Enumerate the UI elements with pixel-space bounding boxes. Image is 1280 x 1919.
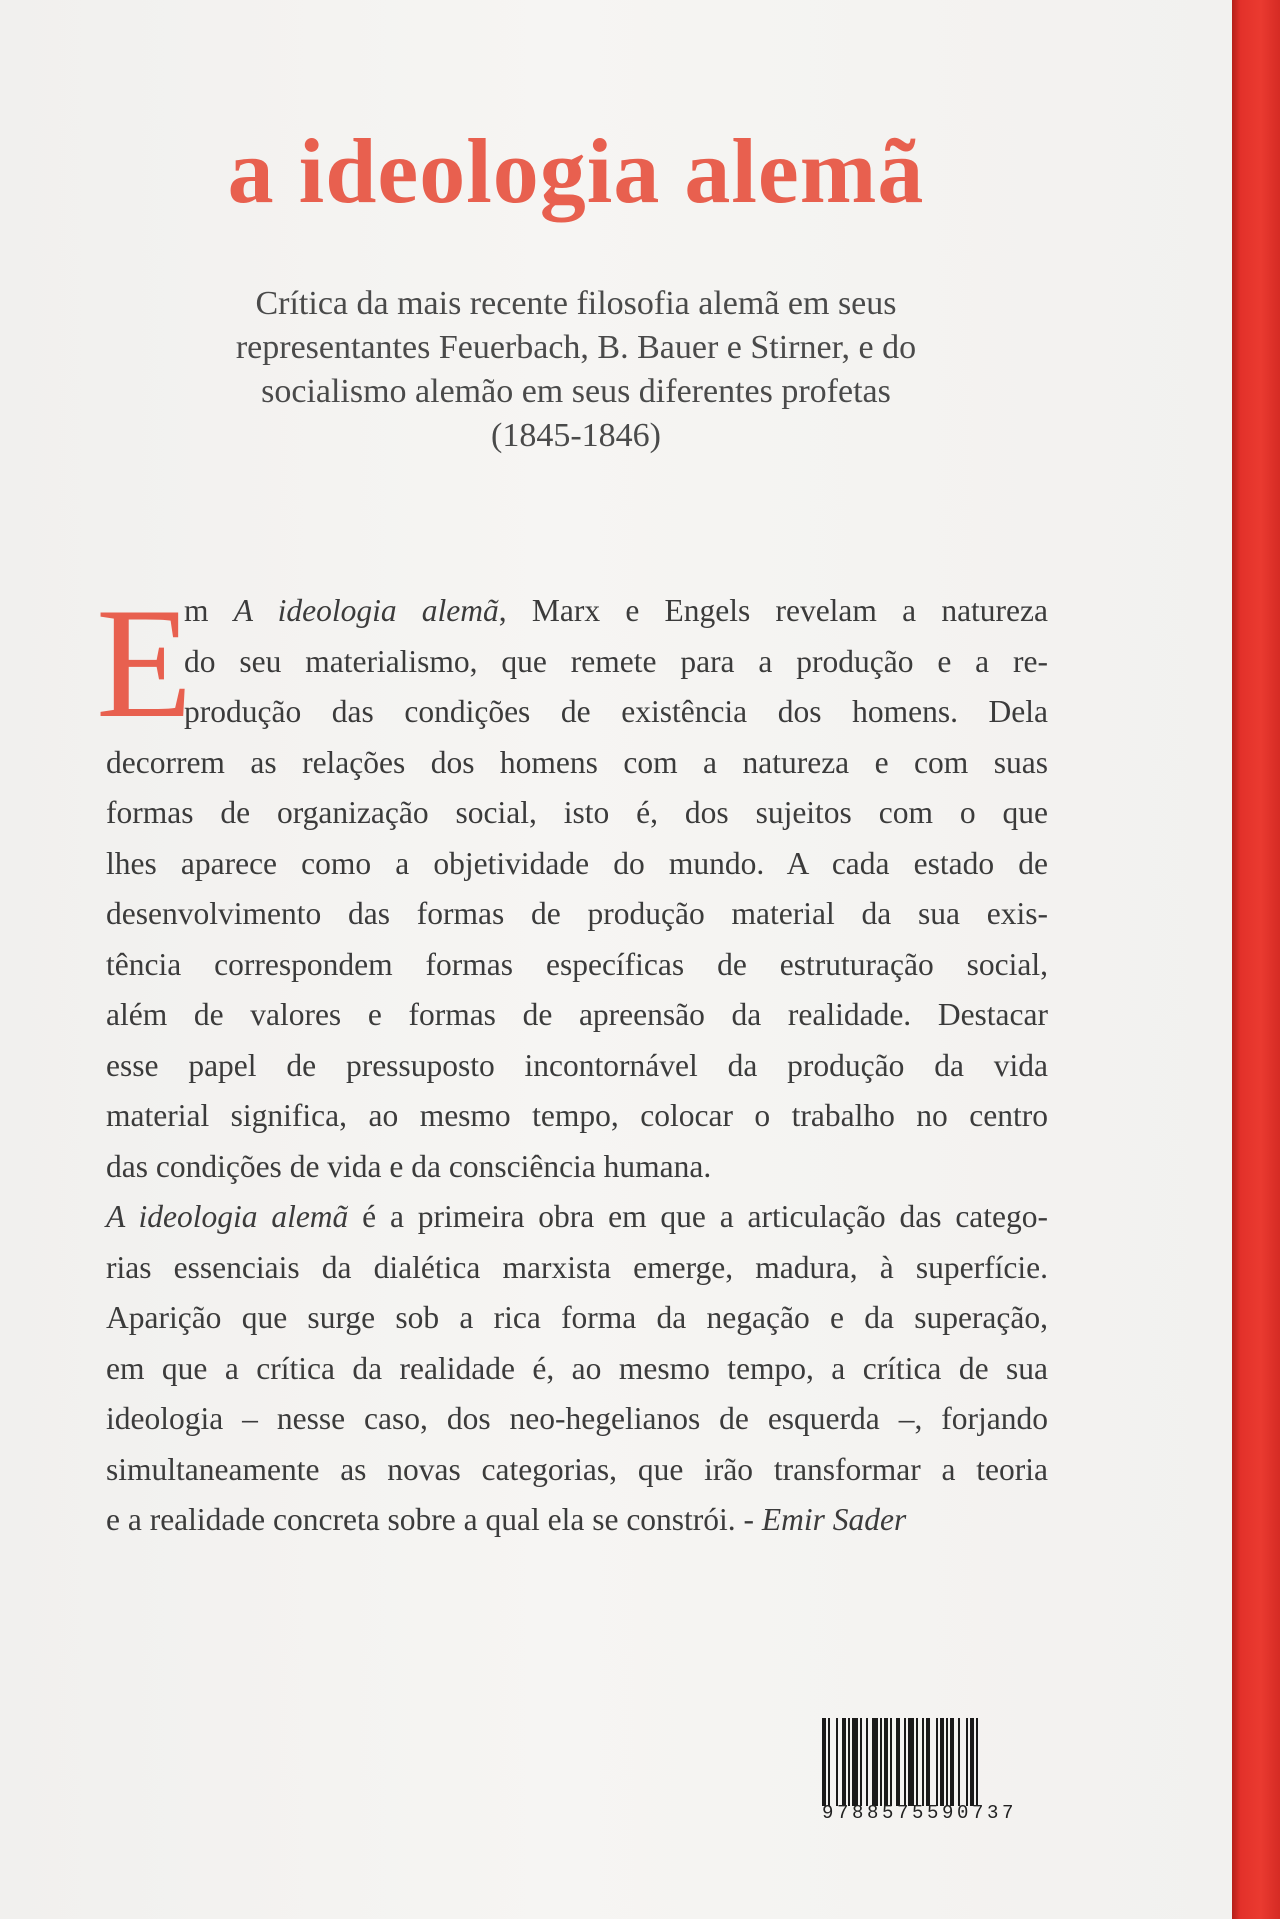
isbn-barcode (820, 1718, 1052, 1828)
barcode-bar (950, 1718, 954, 1806)
blurb-line: do seu materialismo, que remete para a produção e a re- (184, 643, 1048, 679)
book-title-italic: A ideologia alemã (233, 593, 499, 628)
blurb-line: tência correspondem formas específicas de estruturação social, (106, 946, 1048, 982)
blurb-line: em que a crítica da realidade é, ao mesmo tempo, a crítica de sua (106, 1350, 1048, 1386)
blurb-line: A ideologia alemã é a primeira obra em que a articulação das catego- (106, 1199, 1049, 1234)
barcode-bar (828, 1718, 830, 1806)
blurb-line: simultaneamente as novas categorias, que irão transformar a teoria (106, 1451, 1048, 1487)
book-title: a ideologia alemã (227, 120, 925, 222)
barcode-bar (970, 1718, 974, 1806)
author-signature: Emir Sader (761, 1502, 907, 1537)
barcode-bar (852, 1718, 858, 1806)
blurb-line: lhes aparece como a objetividade do mundo. A cada estado de (106, 845, 1048, 881)
blurb-line: das condições de vida e da consciência humana. (106, 1148, 712, 1184)
barcode-bar (822, 1718, 826, 1806)
barcode-bar (916, 1718, 918, 1806)
blurb-line: decorrem as relações dos homens com a natureza e com suas (106, 744, 1048, 780)
subtitle-line: representantes Feuerbach, B. Bauer e Stirner, e do (235, 329, 917, 366)
barcode-bar (842, 1718, 846, 1806)
barcode-bars (820, 1718, 1052, 1808)
blurb-line: produção das condições de existência dos homens. Dela (184, 694, 1048, 729)
book-subtitle (150, 282, 1002, 458)
blurb-line: além de valores e formas de apreensão da realidade. Destacar (106, 997, 1048, 1032)
barcode-bar (896, 1718, 900, 1806)
blurb-line: rias essenciais da dialética marxista emerge, madura, à superfície. (106, 1249, 1048, 1285)
blurb-line: m A ideologia alemã, Marx e Engels revelam a natureza (184, 593, 1048, 628)
blurb-line: material significa, ao mesmo tempo, colocar o trabalho no centro (106, 1098, 1048, 1133)
barcode-bar (966, 1718, 968, 1806)
blurb-line: desenvolvimento das formas de produção material da sua exis- (106, 896, 1048, 931)
book-title-italic: A ideologia alemã (106, 1199, 349, 1234)
barcode-bar (836, 1718, 838, 1806)
barcode-bar (936, 1718, 938, 1806)
barcode-bar (908, 1718, 914, 1806)
barcode-bar (860, 1718, 862, 1806)
blurb-line: formas de organização social, isto é, dos sujeitos com o que (106, 795, 1048, 830)
barcode-bar (884, 1718, 888, 1806)
blurb-line: esse papel de pressuposto incontornável da produção da vida (106, 1047, 1048, 1083)
barcode-bar (904, 1718, 906, 1806)
subtitle-line: socialismo alemão em seus diferentes profetas (261, 373, 891, 410)
barcode-bar (922, 1718, 924, 1806)
barcode-bar (940, 1718, 944, 1806)
barcode-bar (946, 1718, 948, 1806)
barcode-bar (848, 1718, 850, 1806)
subtitle-line: Crítica da mais recente filosofia alemã em seus (255, 285, 897, 322)
drop-cap: E (96, 576, 193, 751)
red-spine-edge (1232, 0, 1280, 1919)
subtitle-line: (1845-1846) (491, 417, 661, 454)
blurb-text (106, 586, 1048, 1546)
barcode-bar (976, 1718, 978, 1806)
barcode-bar (872, 1718, 878, 1806)
barcode-bar (880, 1718, 882, 1806)
barcode-bar (866, 1718, 868, 1806)
barcode-bar (958, 1718, 960, 1806)
blurb-line: e a realidade concreta sobre a qual ela se constrói. - Emir Sader (106, 1502, 907, 1537)
blurb-line: Aparição que surge sob a rica forma da negação e da superação, (106, 1300, 1048, 1335)
barcode-bar (926, 1718, 930, 1806)
barcode-bar (890, 1718, 892, 1806)
blurb-line: ideologia – nesse caso, dos neo-hegelianos de esquerda –, forjando (106, 1401, 1048, 1436)
isbn-number: 9788575590737 (822, 1802, 1018, 1824)
